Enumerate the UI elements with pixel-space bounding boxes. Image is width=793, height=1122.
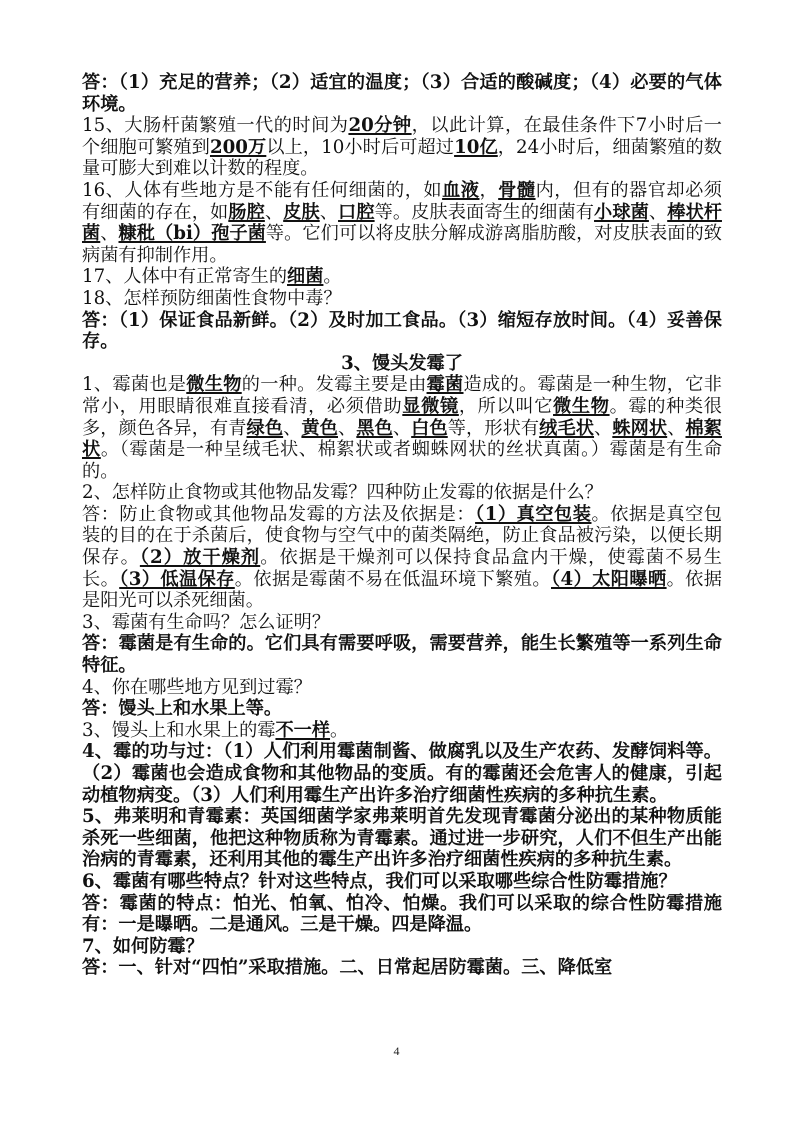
text-run: 17、人体中有正常寄生的 — [82, 266, 288, 288]
text-run: 1、霉菌也是 — [82, 374, 187, 396]
text-run: ，以此计算，在最佳条件下7小时后一个细胞可繁殖到 — [82, 115, 722, 158]
paragraph — [82, 72, 722, 115]
text-run: 。依据是霉菌不易在低温环境下繁殖。 — [234, 568, 551, 590]
text-run: 等。皮肤表面寄生的细菌有 — [374, 201, 595, 223]
text-run: 。 — [323, 266, 342, 288]
text-run: 16、人体有些地方是不能有任何细菌的，如 — [82, 179, 443, 201]
text-run: 答：一、针对“四怕”采取措施。二、日常起居防霉菌。三、降低室 — [82, 957, 613, 979]
key-term: 棒状杆菌 — [82, 201, 722, 245]
paragraph — [82, 677, 722, 699]
paragraph — [82, 957, 722, 979]
paragraph — [82, 504, 722, 612]
text-run: 、 — [264, 201, 284, 223]
text-run: 造成的。霉菌是一种生物，它非常小，用眼睛很难直接看清，必须借助 — [82, 374, 722, 417]
text-run: ， — [479, 179, 499, 201]
text-run: 7、如何防霉？ — [82, 935, 204, 957]
key-term: （2）放干燥剂 — [139, 547, 261, 569]
text-run: 。依据是真空包装的目的在于杀菌后，使食物与空气中的菌类隔绝，防止食品被污染，以便长期保存。 — [82, 503, 722, 569]
text-run: 4、霉的功与过：（1）人们利用霉菌制酱、做腐乳以及生产农药、发酵饲料等。（2）霉菌也会造成食物和其他物品的变质。有的霉菌还会危害人的健康，引起动植物病变。（3）人们利用霉生产出许多治疗细菌性疾病的多种抗生素。 — [82, 741, 722, 806]
key-term: 微生物 — [186, 374, 242, 396]
text-run: 。 — [330, 719, 349, 741]
text-run: 3、霉菌有生命吗？怎么证明？ — [82, 611, 331, 633]
text-run: 等。它们可以将皮肤分解成游离脂肪酸，对皮肤表面的致病菌有抑制作用。 — [82, 223, 722, 266]
text-run: ，24小时后，细菌繁殖的数量可膨大到难以计数的程度。 — [82, 136, 722, 180]
key-term: 血液 — [442, 179, 480, 201]
paragraph — [82, 720, 722, 742]
text-run: 的一种。发霉主要是由 — [241, 374, 427, 396]
paragraph — [82, 374, 722, 482]
key-term: 骨髓 — [498, 179, 536, 201]
text-run: 5、弗莱明和青霉素：英国细菌学家弗莱明首先发现青霉菌分泌出的某种物质能杀死一些细菌，他把这种物质称为青霉素。通过进一步研究，人们不但生产出能治病的青霉素，还利用其他的霉生产出许多治疗细菌性疾病的多种抗生素。 — [82, 806, 722, 871]
key-term: 显微镜 — [402, 395, 459, 417]
text-run: 答：（1）充足的营养；（2）适宜的温度；（3）合适的酸碱度；（4）必要的气体环境。 — [82, 72, 722, 115]
text-run: 答：霉菌是有生命的。它们具有需要呼吸，需要营养，能生长繁殖等一系列生命特征。 — [82, 633, 722, 677]
key-term: 绒毛状 — [539, 417, 595, 439]
text-run: 2、怎样防止食物或其他物品发霉？四种防止发霉的依据是什么？ — [82, 482, 603, 504]
key-term: 霉菌 — [426, 374, 464, 396]
text-run: 18、怎样预防细菌性食物中毒？ — [82, 287, 342, 309]
text-run: ，所以叫它 — [458, 395, 554, 417]
text-run: 6、霉菌有哪些特点？针对这些特点，我们可以采取哪些综合性防霉措施？ — [82, 870, 677, 892]
key-term: 白色 — [411, 417, 448, 439]
text-run: 内，但有的器官却必须有细菌的存在，如 — [82, 179, 722, 223]
paragraph — [82, 698, 722, 720]
text-run: 。（霉菌是一种呈绒毛状、棉絮状或者蜘蛛网状的丝状真菌。）霉菌是有生命的。 — [82, 439, 722, 482]
text-run: 、 — [392, 417, 412, 439]
text-run: 、 — [100, 223, 119, 245]
text-run: 。依据是阳光可以杀死细菌。 — [82, 568, 722, 612]
paragraph — [82, 288, 722, 310]
text-run: 答：馒头上和水果上等。 — [82, 698, 283, 720]
key-term: 皮肤 — [283, 201, 320, 223]
document-body — [82, 72, 722, 979]
text-run: 、 — [283, 417, 302, 439]
key-term: 微生物 — [553, 395, 610, 417]
key-term: 10亿 — [454, 136, 498, 158]
key-term: 小球菌 — [594, 201, 649, 223]
text-run: 。霉的种类很多，颜色各异，有青 — [82, 395, 722, 439]
key-term: 黑色 — [356, 417, 393, 439]
text-run: 以上，10小时后可超过 — [266, 136, 455, 158]
text-run: 3、馒头发霉了 — [341, 352, 463, 374]
text-run: 、 — [594, 417, 613, 439]
section-heading — [82, 353, 722, 375]
key-term: 糠秕（bi）孢子菌 — [118, 223, 266, 245]
paragraph — [82, 115, 722, 180]
key-term: 肠腔 — [228, 201, 265, 223]
paragraph — [82, 871, 722, 893]
text-run: 3、馒头上和水果上的霉 — [82, 719, 276, 741]
paragraph — [82, 741, 722, 806]
key-term: 20分钟 — [348, 115, 412, 137]
key-term: （1）真空包装 — [475, 503, 592, 525]
paragraph — [82, 612, 722, 634]
key-term: （4）太阳曝晒 — [551, 568, 667, 590]
text-run: 、 — [648, 201, 668, 223]
key-term: 200万 — [209, 136, 267, 158]
key-term: 绿色 — [246, 417, 284, 439]
key-term: 不一样 — [275, 719, 331, 741]
key-term: 棉絮状 — [82, 417, 722, 461]
paragraph — [82, 482, 722, 504]
text-run: 答：霉菌的特点：怕光、怕氧、怕冷、怕燥。我们可以采取的综合性防霉措施有：一是曝晒。二是通风。三是干燥。四是降温。 — [82, 892, 722, 936]
text-run: 等，形状有 — [447, 417, 540, 439]
page-number: 4 — [393, 1044, 400, 1058]
text-run: 、 — [319, 201, 339, 223]
text-run: 、 — [667, 417, 686, 439]
paragraph — [82, 310, 722, 353]
paragraph — [82, 633, 722, 676]
paragraph — [82, 266, 722, 288]
paragraph — [82, 936, 722, 958]
key-term: 口腔 — [338, 201, 375, 223]
key-term: （3）低温保存 — [119, 568, 235, 590]
text-run: 、 — [338, 417, 357, 439]
paragraph — [82, 806, 722, 871]
text-run: 答：（1）保证食品新鲜。（2）及时加工食品。（3）缩短存放时间。（4）妥善保存。 — [82, 309, 722, 353]
text-run: 答：防止食物或其他物品发霉的方法及依据是： — [82, 503, 476, 525]
paragraph — [82, 180, 722, 266]
key-term: 黄色 — [301, 417, 338, 439]
text-run: 。依据是干燥剂可以保持食品盒内干燥，使霉菌不易生长。 — [82, 547, 722, 590]
text-run: 4、你在哪些地方见到过霉？ — [82, 676, 312, 698]
key-term: 细菌 — [287, 266, 324, 288]
paragraph — [82, 893, 722, 936]
key-term: 蛛网状 — [612, 417, 668, 439]
text-run: 15、大肠杆菌繁殖一代的时间为 — [82, 115, 349, 137]
